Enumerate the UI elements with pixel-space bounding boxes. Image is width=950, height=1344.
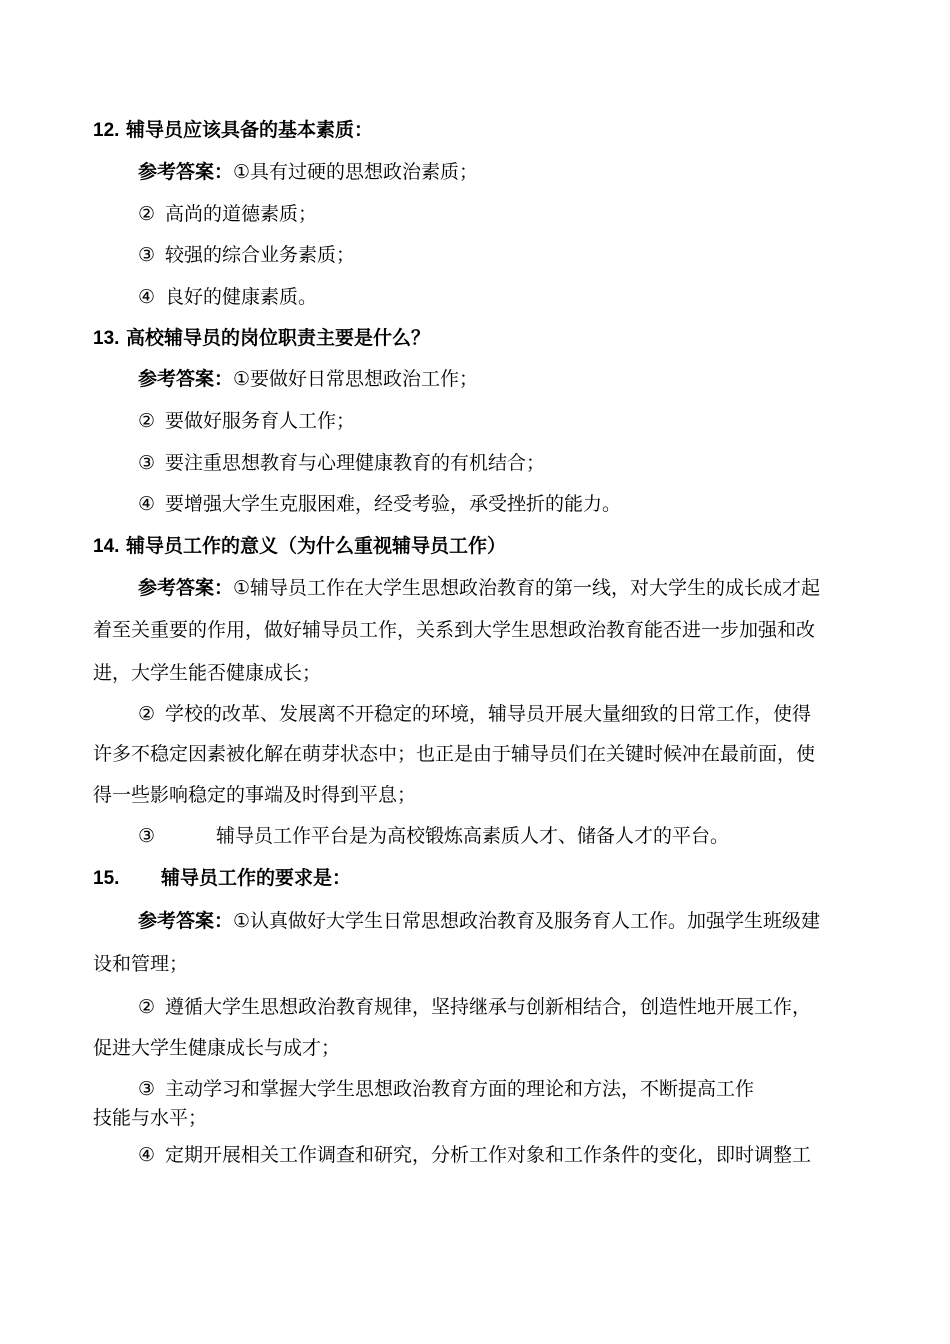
question-15-answer-1-line-1	[138, 909, 820, 933]
question-14-title: 辅导员工作的意义（为什么重视辅导员工作）	[126, 535, 507, 557]
answer-label: 参考答案：	[138, 910, 234, 932]
question-14-answer-1-line-3: 进，大学生能否健康成长；	[93, 662, 322, 684]
question-14-answer-2-line-3: 得一些影响稳定的事端及时得到平息；	[93, 784, 417, 806]
answer-text: 定期开展相关工作调查和研究，分析工作对象和工作条件的变化，即时调整工	[165, 1144, 812, 1166]
answer-label: 参考答案：	[138, 161, 234, 183]
answer-marker: ③	[138, 452, 156, 474]
question-13-heading	[93, 326, 430, 351]
question-12-heading	[93, 118, 373, 143]
answer-text: 要注重思想教育与心理健康教育的有机结合；	[165, 452, 546, 474]
answer-text: ①认真做好大学生日常思想政治教育及服务育人工作。加强学生班级建	[233, 910, 821, 932]
answer-text: 学校的改革、发展离不开稳定的环境，辅导员开展大量细致的日常工作，使得	[165, 703, 812, 725]
answer-text: 遵循大学生思想政治教育规律，坚持继承与创新相结合，创造性地开展工作，	[165, 996, 812, 1018]
question-15-answer-3-line-2: 技能与水平；	[93, 1107, 208, 1129]
answer-text: 要增强大学生克服困难，经受考验，承受挫折的能力。	[165, 493, 622, 515]
question-15-answer-2-line-1	[138, 995, 811, 1019]
question-12-answer-1	[138, 160, 478, 184]
answer-text: 较强的综合业务素质；	[165, 244, 356, 266]
answer-text: ①具有过硬的思想政治素质；	[233, 161, 479, 183]
question-13-answer-3	[138, 451, 545, 475]
question-14-heading	[93, 534, 506, 559]
answer-text: 良好的健康素质。	[165, 286, 318, 308]
question-12-answer-4	[138, 285, 317, 309]
answer-marker: ④	[138, 1144, 156, 1166]
answer-text: ①要做好日常思想政治工作；	[233, 368, 479, 390]
answer-text: 高尚的道德素质；	[165, 203, 318, 225]
question-15-title: 辅导员工作的要求是：	[161, 867, 352, 889]
question-15-answer-1-line-2: 设和管理；	[93, 953, 189, 975]
question-15-answer-2-line-2: 促进大学生健康成长与成才；	[93, 1037, 341, 1059]
question-12-title: 辅导员应该具备的基本素质：	[126, 119, 374, 141]
answer-marker: ②	[138, 703, 156, 725]
question-14-answer-2-line-2: 许多不稳定因素被化解在萌芽状态中；也正是由于辅导员们在关键时候冲在最前面，使	[93, 743, 816, 765]
question-15-number: 15.	[93, 868, 120, 889]
question-12-answer-2	[138, 202, 317, 226]
question-13-answer-1	[138, 367, 478, 391]
question-13-answer-4	[138, 492, 621, 516]
question-14-number: 14.	[93, 536, 120, 557]
answer-text: ①辅导员工作在大学生思想政治教育的第一线，对大学生的成长成才起	[233, 577, 821, 599]
question-13-number: 13.	[93, 328, 120, 349]
answer-marker: ②	[138, 410, 156, 432]
answer-text: 辅导员工作平台是为高校锻炼高素质人才、储备人才的平台。	[216, 825, 730, 847]
answer-marker: ③	[138, 244, 156, 266]
question-15-heading	[93, 866, 351, 891]
answer-text: 主动学习和掌握大学生思想政治教育方面的理论和方法，不断提高工作	[165, 1078, 755, 1100]
answer-marker: ③	[138, 825, 156, 847]
answer-marker: ③	[138, 1078, 156, 1100]
answer-label: 参考答案：	[138, 577, 234, 599]
question-12-answer-3	[138, 243, 355, 267]
answer-marker: ②	[138, 203, 156, 225]
answer-marker: ②	[138, 996, 156, 1018]
question-12-number: 12.	[93, 120, 120, 141]
answer-label: 参考答案：	[138, 368, 234, 390]
answer-marker: ④	[138, 286, 156, 308]
question-13-title: 高校辅导员的岗位职责主要是什么？	[126, 327, 431, 349]
answer-text: 要做好服务育人工作；	[165, 410, 356, 432]
question-14-answer-2-line-1	[138, 702, 811, 726]
question-14-answer-3	[138, 824, 729, 848]
question-13-answer-2	[138, 409, 355, 433]
question-14-answer-1-line-2: 着至关重要的作用，做好辅导员工作，关系到大学生思想政治教育能否进一步加强和改	[93, 619, 816, 641]
question-14-answer-1-line-1	[138, 576, 820, 600]
question-15-answer-4-line-1	[138, 1143, 811, 1167]
answer-marker: ④	[138, 493, 156, 515]
question-15-answer-3-line-1	[138, 1077, 754, 1101]
